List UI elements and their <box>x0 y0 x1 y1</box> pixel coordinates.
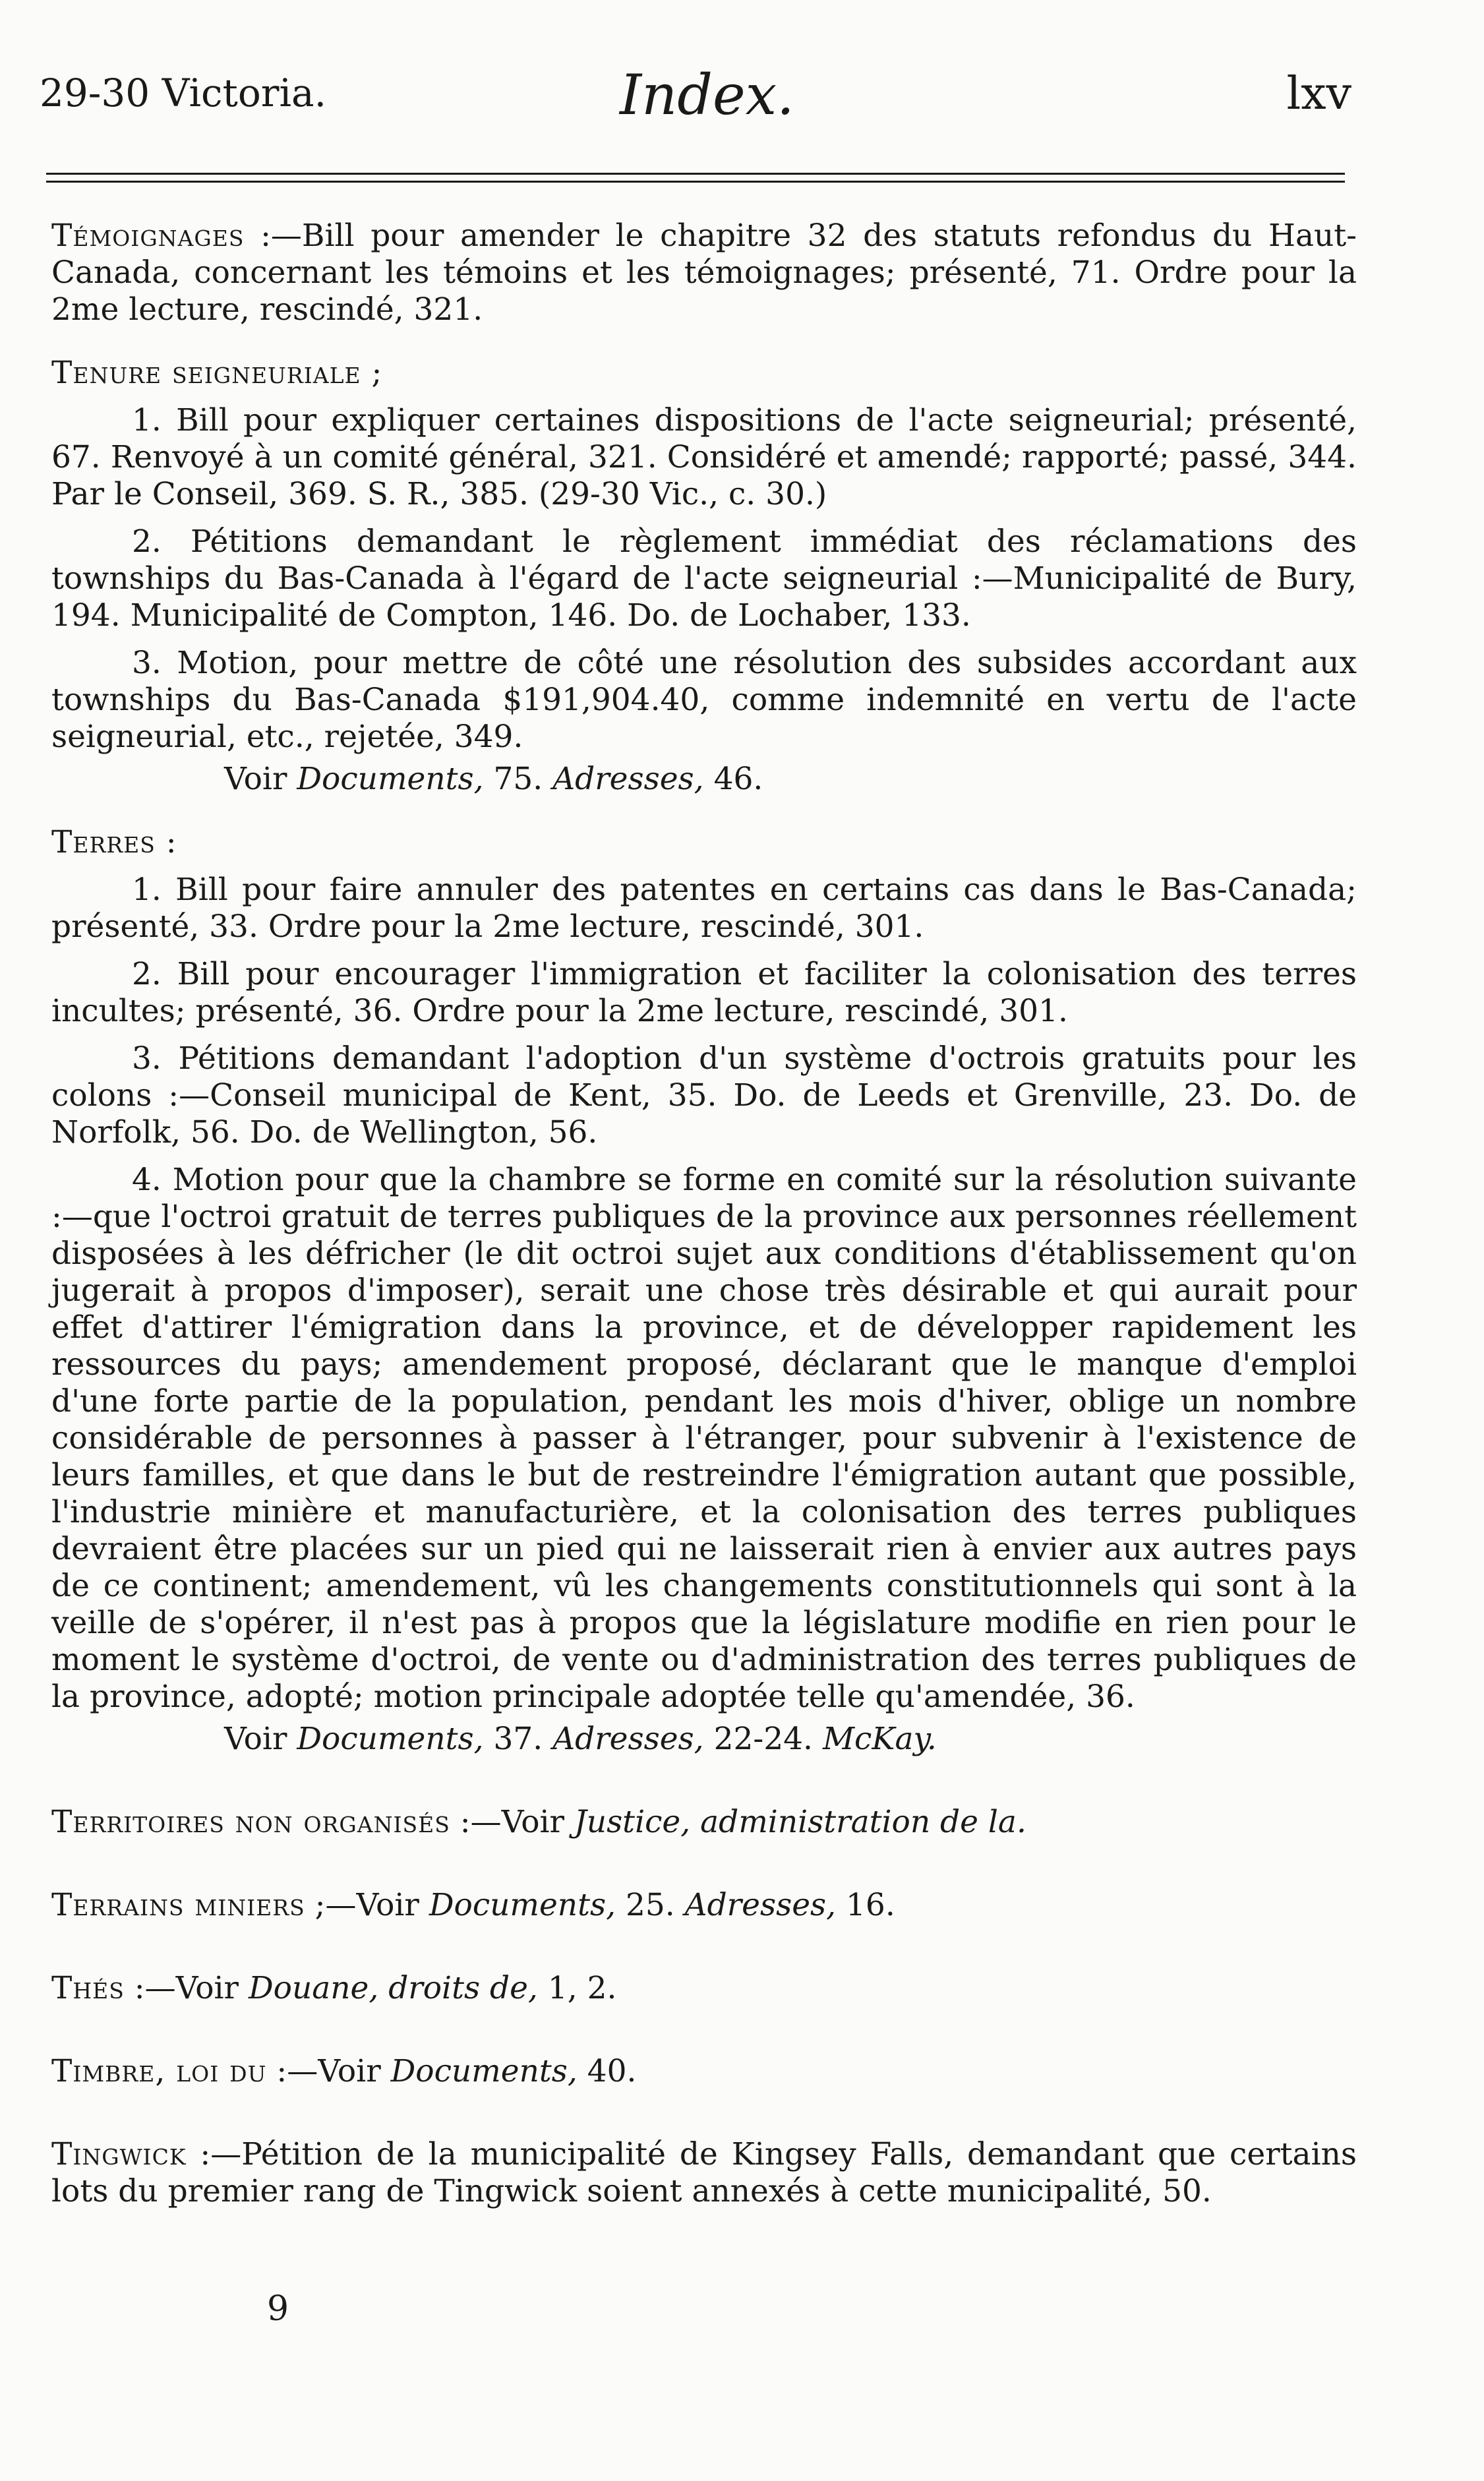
ref-number: 75. <box>483 761 553 797</box>
entry-heading: Tingwick <box>51 2136 187 2172</box>
entry-heading: Témoignages <box>51 218 245 254</box>
entry-text: :—Bill pour amender le chapitre 32 des statuts refondus du Haut-Canada, concernant les témoins et les témoignages; présenté, 71. Ordre pour la 2me lecture, rescindé, 321. <box>51 218 1357 328</box>
index-content <box>51 218 1357 2236</box>
entry-tingwick <box>51 2136 1357 2210</box>
ref-adresses: Adresses, <box>684 1887 837 1923</box>
ref-adresses: Adresses, <box>552 761 704 797</box>
entry-temoignages <box>51 218 1357 328</box>
entry-text: :—Voir <box>450 1804 574 1840</box>
entry-terres <box>51 824 1357 1758</box>
ref-justice: Justice, administration de la. <box>574 1804 1026 1840</box>
list-item: 2. Bill pour encourager l'immigration et faciliter la colonisation des terres incultes; présenté, 36. Ordre pour la 2me lecture, rescindé, 301. <box>51 956 1357 1029</box>
ref-documents: Documents, <box>390 2053 578 2089</box>
voir-label: Voir <box>224 1721 297 1757</box>
ref-adresses: Adresses, <box>552 1721 704 1757</box>
roman-page-number: lxv <box>1286 68 1351 120</box>
entry-heading: Terres : <box>51 824 177 860</box>
ref-number: 40. <box>577 2053 637 2089</box>
ref-documents: Documents, <box>429 1887 616 1923</box>
list-item: 1. Bill pour faire annuler des patentes en certains cas dans le Bas-Canada; présenté, 33. Ordre pour la 2me lecture, rescindé, 301. <box>51 872 1357 945</box>
ref-number: 37. <box>483 1721 553 1757</box>
cross-reference <box>51 761 1357 798</box>
list-item: 2. Pétitions demandant le règlement immédiat des réclamations des townships du Bas-Canada à l'égard de l'acte seigneurial :—Municipalité de Bury, 194. Municipalité de Compton, 146. Do. de Lochaber, 133. <box>51 523 1357 634</box>
entry-heading: Thés <box>51 1970 125 2006</box>
header-rule-bottom <box>46 181 1345 183</box>
running-header <box>40 63 1351 135</box>
ref-documents: Documents, <box>297 761 484 797</box>
entry-timbre <box>51 2053 1357 2090</box>
ref-number: 25. <box>616 1887 685 1923</box>
ref-number: 16. <box>836 1887 895 1923</box>
ref-number: 1, 2. <box>537 1970 617 2006</box>
list-item: 3. Motion, pour mettre de côté une résolution des subsides accordant aux townships du Bas-Canada $191,904.40, comme indemnité en vertu de l'acte seigneurial, etc., rejetée, 349. <box>51 645 1357 755</box>
voir-label: Voir <box>224 761 297 797</box>
entry-territoires-non-organises <box>51 1804 1357 1841</box>
entry-tenure-seigneuriale <box>51 355 1357 798</box>
entry-thes <box>51 1970 1357 2007</box>
list-item: 1. Bill pour expliquer certaines dispositions de l'acte seigneurial; présenté, 67. Renvoyé à un comité général, 321. Considéré et amendé; rapporté; passé, 344. Par le Conseil, 369. S. R., 385. (29-30 Vic., c. 30.) <box>51 402 1357 512</box>
entry-text: ;—Voir <box>305 1887 429 1923</box>
entry-text: :—Pétition de la municipalité de Kingsey Falls, demandant que certains lots du premier rang de Tingwick soient annexés à cette municipalité, 50. <box>51 2136 1357 2209</box>
header-rule-top <box>46 173 1345 175</box>
entry-heading: Territoires non organisés <box>51 1804 450 1840</box>
cross-reference <box>51 1721 1357 1758</box>
ref-mckay: McKay. <box>822 1721 937 1757</box>
signature-number: 9 <box>267 2289 289 2329</box>
entry-heading: Tenure seigneuriale ; <box>51 355 383 391</box>
ref-number: 46. <box>703 761 763 797</box>
page-title: Index. <box>620 63 794 127</box>
ref-douane: Douane, droits de, <box>248 1970 538 2006</box>
entry-heading: Timbre, loi du <box>51 2053 267 2089</box>
entry-text: :—Voir <box>124 1970 249 2006</box>
list-item: 3. Pétitions demandant l'adoption d'un système d'octrois gratuits pour les colons :—Conseil municipal de Kent, 35. Do. de Leeds et Grenville, 23. Do. de Norfolk, 56. Do. de Wellington, 56. <box>51 1040 1357 1151</box>
entry-terrains-miniers <box>51 1887 1357 1924</box>
entry-heading: Terrains miniers <box>51 1887 305 1923</box>
list-item: 4. Motion pour que la chambre se forme en comité sur la résolution suivante :—que l'octroi gratuit de terres publiques de la province aux personnes réellement disposées à les défricher (le dit octroi sujet aux conditions d'établissement qu'on jugerait à propos d'imposer), serait une chose très désirable et qui aurait pour effet d'attirer l'émigration dans la province, et de développer rapidement les ressources du pays; amendement proposé, déclarant que le manque d'emploi d'une forte partie de la population, pendant les mois d'hiver, oblige un nombre considérable de personnes à passer à l'étranger, pour subvenir à l'existence de leurs familles, et que dans le but de restreindre l'émigration autant que possible, l'industrie minière et manufacturière, et la colonisation des terres publiques devraient être placées sur un pied qui ne laisserait rien à envier aux autres pays de ce continent; amendement, vû les changements constitutionnels qui sont à la veille de s'opérer, il n'est pas à propos que la législature modifie en rien pour le moment le système d'octroi, de vente ou d'administration des terres publiques de la province, adopté; motion principale adoptée telle qu'amendée, 36. <box>51 1162 1357 1715</box>
ref-documents: Documents, <box>297 1721 484 1757</box>
entry-text: :—Voir <box>266 2053 391 2089</box>
ref-number: 22-24. <box>703 1721 823 1757</box>
volume-label: 29-30 Victoria. <box>40 71 327 115</box>
